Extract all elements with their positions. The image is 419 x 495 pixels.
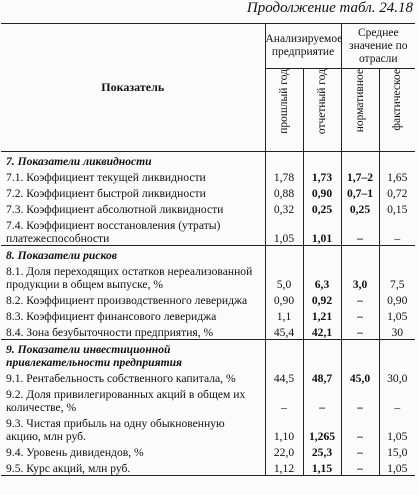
value-cell: 1,05 (379, 307, 415, 323)
value-cell: – (341, 459, 379, 476)
row-label: 8.2. Коэффициент производственного левериджа (6, 294, 248, 307)
table-row (1, 216, 415, 246)
value-cell: 0,90 (265, 291, 303, 307)
value-cell: 1,01 (303, 216, 341, 246)
value-cell: 5,0 (265, 262, 303, 291)
section-header (1, 340, 415, 370)
value-cell: 48,7 (303, 369, 341, 385)
empty-cell (265, 246, 303, 263)
value-cell: 1,10 (265, 414, 303, 443)
empty-cell (341, 246, 379, 263)
value-cell: 1,1 (265, 307, 303, 323)
empty-cell (303, 152, 341, 169)
row-label: 7.1. Коэффициент текущей ликвидности (6, 171, 206, 184)
value-cell: 1,21 (303, 307, 341, 323)
data-table (1, 23, 415, 476)
row-label: 8.4. Зона безубыточности предприятия, % (6, 326, 214, 339)
table-row (1, 307, 415, 323)
row-label: 7.2. Коэффициент быстрой ликвидности (6, 187, 206, 200)
value-cell: 0,72 (379, 184, 415, 200)
table-row (1, 200, 415, 216)
value-cell: 45,0 (341, 369, 379, 385)
value-cell: 1,05 (379, 459, 415, 476)
value-cell: 1,15 (303, 459, 341, 476)
table-row (1, 184, 415, 200)
table-body (1, 152, 415, 476)
empty-cell (265, 340, 303, 370)
value-cell: – (341, 291, 379, 307)
value-cell: 1,7–2 (341, 168, 379, 184)
empty-cell (379, 152, 415, 169)
value-cell: – (341, 307, 379, 323)
value-cell: 25,3 (303, 443, 341, 459)
value-cell: – (341, 443, 379, 459)
value-cell: 1,05 (379, 414, 415, 443)
table-row (1, 459, 415, 476)
value-cell: – (379, 385, 415, 414)
row-label: 9.4. Уровень дивидендов, % (6, 446, 144, 459)
value-cell: 44,5 (265, 369, 303, 385)
value-cell: 0,15 (379, 200, 415, 216)
value-cell: 45,4 (265, 323, 303, 340)
section-title: 7. Показатели ликвидности (1, 152, 265, 169)
row-label: 8.1. Доля переходящих остатков нереализованной продукции в общем выпуске, % (6, 265, 253, 291)
value-cell: 1,65 (379, 168, 415, 184)
table-row (1, 168, 415, 184)
row-label: 9.2. Доля привилегированных акций в общем их количестве, % (6, 388, 246, 414)
table-row (1, 291, 415, 307)
row-label: 7.4. Коэффициент восстановления (утраты) платежеспособности (6, 219, 221, 245)
value-cell: 0,92 (303, 291, 341, 307)
value-cell: 7,5 (379, 262, 415, 291)
value-cell: 30,0 (379, 369, 415, 385)
value-cell: 1,265 (303, 414, 341, 443)
value-cell: 1,73 (303, 168, 341, 184)
row-label: 9.5. Курс акций, млн руб. (1, 459, 265, 476)
table-row (1, 369, 415, 385)
header-enterprise: Анализируемое предприятие (265, 24, 341, 69)
table-row (1, 323, 415, 340)
table-row (1, 385, 415, 414)
value-cell: – (341, 323, 379, 340)
value-cell: 0,90 (303, 184, 341, 200)
value-cell: 0,32 (265, 200, 303, 216)
value-cell: 0,88 (265, 184, 303, 200)
value-cell: 1,05 (265, 216, 303, 246)
table-caption: Продолжение табл. 24.18 (246, 0, 413, 16)
empty-cell (303, 246, 341, 263)
empty-cell (265, 152, 303, 169)
value-cell: – (341, 414, 379, 443)
empty-cell (341, 340, 379, 370)
value-cell: 15,0 (379, 443, 415, 459)
empty-cell (303, 340, 341, 370)
header-prev-year: прошлый год (277, 69, 290, 134)
header-indicator: Показатель (1, 24, 265, 152)
section-header (1, 152, 415, 169)
empty-cell (379, 246, 415, 263)
table-row (1, 443, 415, 459)
value-cell: – (303, 385, 341, 414)
value-cell: 1,78 (265, 168, 303, 184)
header-report-year: отчетный год (315, 69, 328, 135)
section-header (1, 246, 415, 263)
row-label: 8.3. Коэффициент финансового левериджа (6, 310, 217, 323)
table-row (1, 262, 415, 291)
value-cell: 0,25 (341, 200, 379, 216)
value-cell: – (341, 385, 379, 414)
value-cell: – (379, 216, 415, 246)
value-cell: 0,90 (379, 291, 415, 307)
row-label: 7.3. Коэффициент абсолютной ликвидности (6, 203, 224, 216)
value-cell: 3,0 (341, 262, 379, 291)
table-row (1, 414, 415, 443)
value-cell: 6,3 (303, 262, 341, 291)
value-cell: 30 (379, 323, 415, 340)
section-title: 8. Показатели рисков (1, 246, 265, 263)
header-normative: нормативное (353, 69, 366, 133)
value-cell: 22,0 (265, 443, 303, 459)
value-cell: 0,25 (303, 200, 341, 216)
section-title: 9. Показатели инвестиционной привлекательности предприятия (1, 340, 265, 370)
value-cell: – (341, 216, 379, 246)
value-cell: 1,12 (265, 459, 303, 476)
value-cell: 42,1 (303, 323, 341, 340)
header-actual: фактическое (390, 69, 403, 131)
value-cell: – (265, 385, 303, 414)
header-industry: Среднее значение по отрасли (341, 24, 415, 69)
value-cell: 0,7–1 (341, 184, 379, 200)
empty-cell (341, 152, 379, 169)
row-label: 9.3. Чистая прибыль на одну обыкновенную акцию, млн руб. (6, 417, 225, 443)
row-label: 9.1. Рентабельность собственного капитала, % (6, 372, 236, 385)
empty-cell (379, 340, 415, 370)
